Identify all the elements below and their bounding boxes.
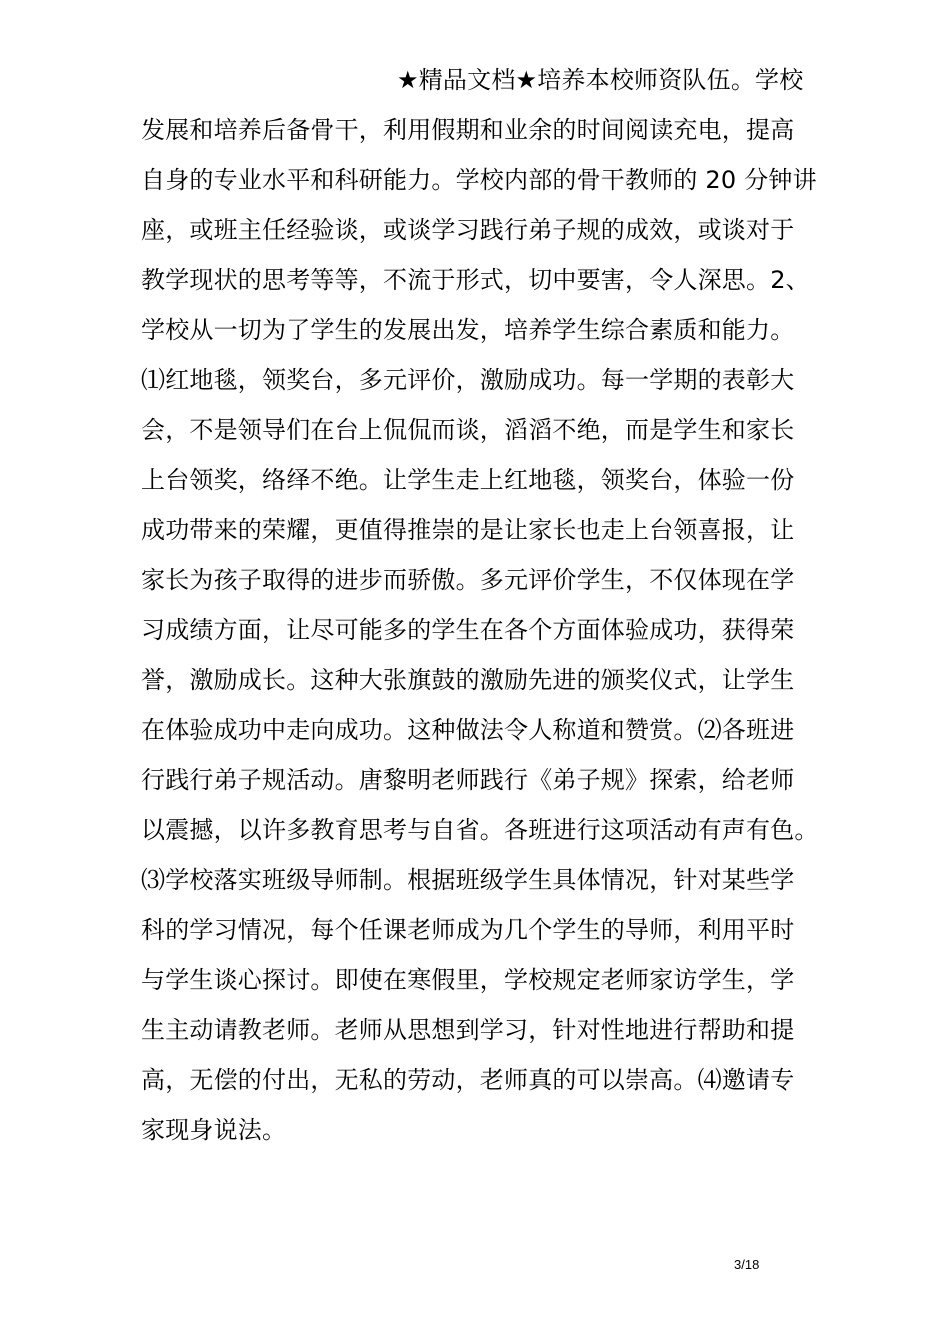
text-line: 成功带来的荣耀，更值得推崇的是让家长也走上台领喜报，让 (141, 516, 795, 544)
text-line: 高，无偿的付出，无私的劳动，老师真的可以崇高。⑷邀请专 (141, 1066, 795, 1094)
text-line: 家现身说法。 (141, 1116, 287, 1144)
text-line: ⑴红地毯，领奖台，多元评价，激励成功。每一学期的表彰大 (141, 366, 795, 394)
text-line: 学校从一切为了学生的发展出发，培养学生综合素质和能力。 (141, 316, 795, 344)
text-line: 上台领奖，络绎不绝。让学生走上红地毯，领奖台，体验一份 (141, 466, 795, 494)
text-line: 行践行弟子规活动。唐黎明老师践行《弟子规》探索，给老师 (141, 766, 795, 794)
text-line: 生主动请教老师。老师从思想到学习，针对性地进行帮助和提 (141, 1016, 795, 1044)
text-line: 发展和培养后备骨干，利用假期和业余的时间阅读充电，提高 (141, 116, 795, 144)
text-line: 以震撼，以许多教育思考与自省。各班进行这项活动有声有色。 (141, 816, 819, 844)
text-line: 家长为孩子取得的进步而骄傲。多元评价学生，不仅体现在学 (141, 566, 795, 594)
text-line: 会，不是领导们在台上侃侃而谈，滔滔不绝，而是学生和家长 (141, 416, 795, 444)
text-line: 自身的专业水平和科研能力。学校内部的骨干教师的 20 分钟讲 (141, 166, 817, 194)
text-line: 教学现状的思考等等，不流于形式，切中要害，令人深思。2、 (141, 266, 810, 294)
text-line: 誉，激励成长。这种大张旗鼓的激励先进的颁奖仪式，让学生 (141, 666, 795, 694)
text-line: 科的学习情况，每个任课老师成为几个学生的导师，利用平时 (141, 916, 795, 944)
text-line: 与学生谈心探讨。即使在寒假里，学校规定老师家访学生，学 (141, 966, 795, 994)
text-line-header: ★精品文档★培养本校师资队伍。学校 (397, 66, 804, 94)
text-line: 习成绩方面，让尽可能多的学生在各个方面体验成功，获得荣 (141, 616, 795, 644)
page-number: 3/18 (734, 1257, 760, 1272)
text-line: ⑶学校落实班级导师制。根据班级学生具体情况，针对某些学 (141, 866, 795, 894)
text-line: 在体验成功中走向成功。这种做法令人称道和赞赏。⑵各班进 (141, 716, 795, 744)
text-line: 座，或班主任经验谈，或谈学习践行弟子规的成效，或谈对于 (141, 216, 795, 244)
